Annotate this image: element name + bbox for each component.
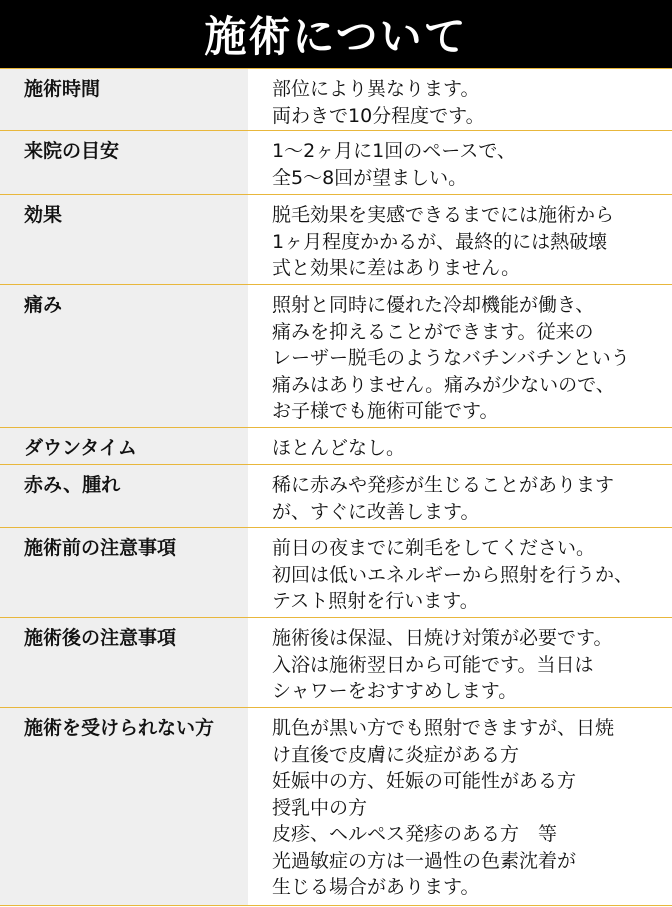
row-label: 効果 <box>0 195 248 284</box>
description-line: テスト照射を行います。 <box>272 590 479 612</box>
description-line: 式と効果に差はありません。 <box>272 257 521 279</box>
row-label: 赤み、腫れ <box>0 465 248 527</box>
table-row <box>0 428 672 465</box>
description-line: 痛みを抑えることができます。従来の <box>272 320 594 343</box>
table-row <box>0 528 672 618</box>
description-line: 施術後は保湿、日焼け対策が必要です。 <box>272 627 613 649</box>
row-description <box>248 195 672 284</box>
description-line: お子様でも施術可能です。 <box>272 400 499 422</box>
table-row <box>0 285 672 428</box>
description-line: ほとんどなし。 <box>272 437 406 459</box>
description-line: 部位により異なります。 <box>272 78 480 100</box>
page-title: 施術について <box>0 0 672 68</box>
description-line: 光過敏症の方は一過性の色素沈着が <box>272 849 577 872</box>
table-row <box>0 195 672 285</box>
row-description <box>248 131 672 194</box>
row-label: 痛み <box>0 285 248 427</box>
table-row <box>0 618 672 708</box>
description-line: 前日の夜までに剃毛をしてください。 <box>272 537 596 559</box>
row-description <box>248 528 672 617</box>
row-label: 施術時間 <box>0 69 248 130</box>
description-line: 初回は低いエネルギーから照射を行うか、 <box>272 563 634 586</box>
row-description <box>248 618 672 707</box>
row-label: 施術後の注意事項 <box>0 618 248 707</box>
row-label: 来院の目安 <box>0 131 248 194</box>
info-table <box>0 68 672 906</box>
description-line: 1ヶ月程度かかるが、最終的には熱破壊 <box>272 230 608 253</box>
description-line: シャワーをおすすめします。 <box>272 680 518 702</box>
description-line: 全5〜8回が望ましい。 <box>272 166 468 189</box>
description-line: け直後で皮膚に炎症がある方 <box>272 743 520 766</box>
description-line: が、すぐに改善します。 <box>272 500 480 523</box>
description-line: 肌色が黒い方でも照射できますが、日焼 <box>272 717 615 739</box>
table-row <box>0 68 672 131</box>
table-row <box>0 131 672 195</box>
description-line: 1〜2ヶ月に1回のペースで、 <box>272 140 516 162</box>
table-row <box>0 708 672 906</box>
description-line: 脱毛効果を実感できるまでには施術から <box>272 204 615 226</box>
description-line: 妊娠中の方、妊娠の可能性がある方 <box>272 770 577 792</box>
description-line: 両わきで10分程度です。 <box>272 104 485 127</box>
row-description <box>248 708 672 905</box>
table-row <box>0 465 672 528</box>
description-line: 授乳中の方 <box>272 796 368 819</box>
description-line: レーザー脱毛のようなバチンバチンという <box>272 347 630 369</box>
row-label: 施術を受けられない方 <box>0 708 248 905</box>
description-line: 入浴は施術翌日から可能です。当日は <box>272 653 594 676</box>
description-line: 生じる場合があります。 <box>272 876 480 898</box>
row-description <box>248 285 672 427</box>
description-line: 皮疹、ヘルペス発疹のある方 等 <box>272 823 558 845</box>
row-description <box>248 69 672 130</box>
row-label: 施術前の注意事項 <box>0 528 248 617</box>
row-label: ダウンタイム <box>0 428 248 464</box>
description-line: 稀に赤みや発疹が生じることがあります <box>272 474 615 496</box>
description-line: 照射と同時に優れた冷却機能が働き、 <box>272 294 595 316</box>
description-line: 痛みはありません。痛みが少ないので、 <box>272 373 615 396</box>
row-description <box>248 428 672 464</box>
row-description <box>248 465 672 527</box>
